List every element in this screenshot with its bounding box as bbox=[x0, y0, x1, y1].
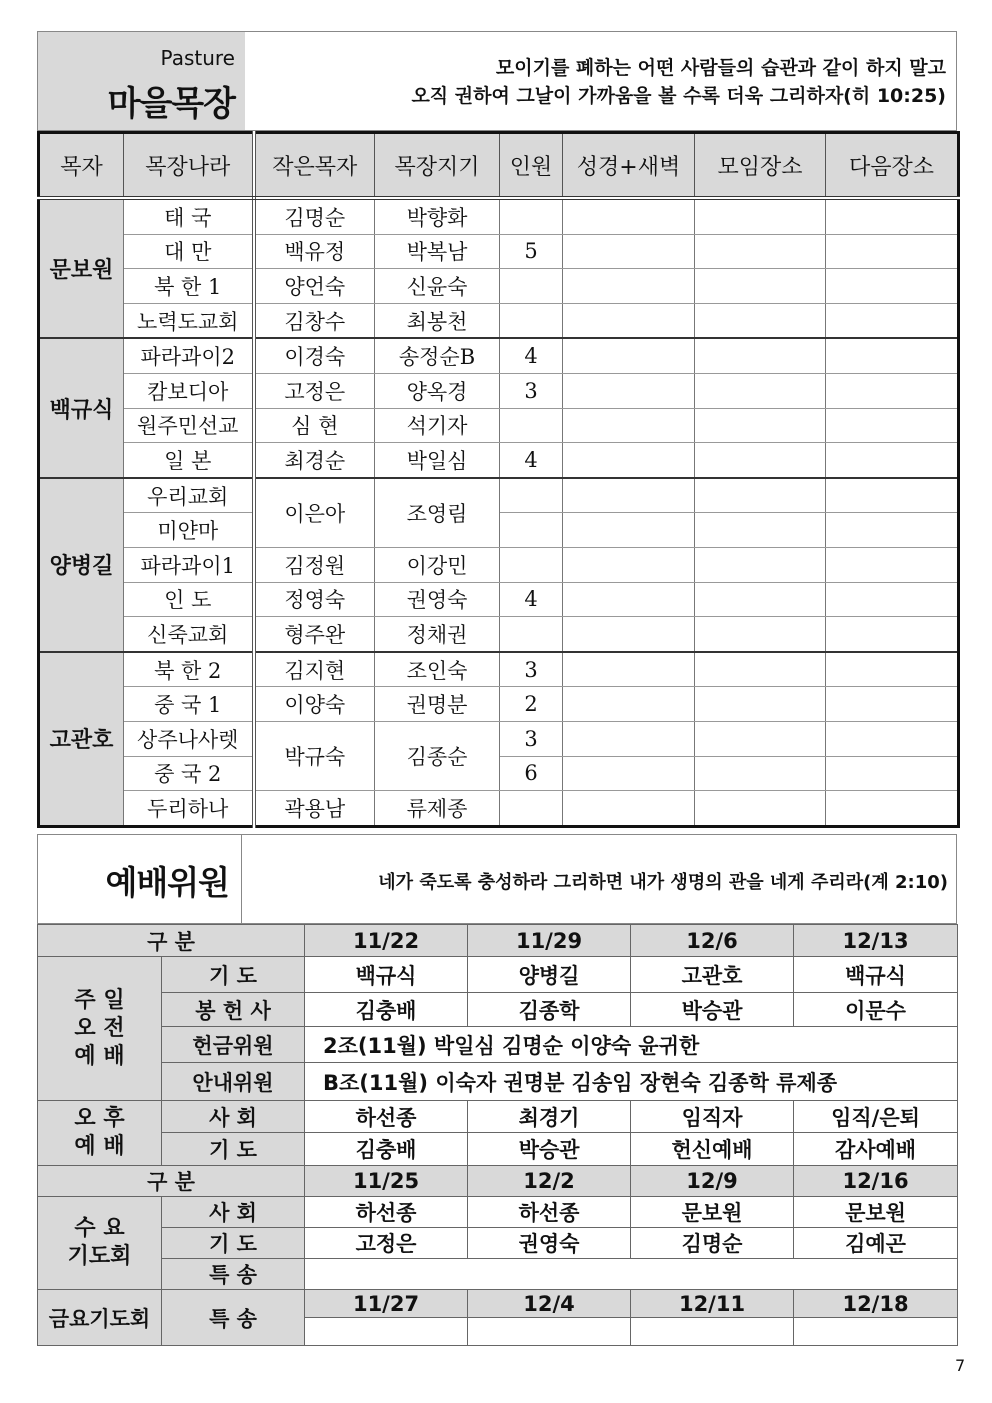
verse-line-2: 오직 권하여 그날이 가까움을 볼 수록 더욱 그리하자(히 10:25) bbox=[411, 85, 946, 107]
worship-title: 예배위원 bbox=[105, 863, 229, 902]
table-row bbox=[39, 408, 959, 443]
name-cell: 문보원 bbox=[631, 1197, 794, 1228]
header-next-place: 다음장소 bbox=[826, 133, 959, 199]
table-row bbox=[39, 234, 959, 269]
date-cell: 11/27 bbox=[305, 1290, 468, 1318]
count-cell bbox=[500, 478, 563, 513]
empty-cell bbox=[563, 652, 695, 687]
sunday-offering-row bbox=[38, 993, 958, 1027]
count-cell bbox=[500, 547, 563, 582]
empty-cell bbox=[563, 338, 695, 373]
mc-label: 사 회 bbox=[162, 1101, 305, 1133]
name-cell: 하선종 bbox=[468, 1197, 631, 1228]
empty-cell bbox=[826, 721, 959, 756]
table-row bbox=[39, 721, 959, 756]
nation-cell: 북 한 2 bbox=[124, 652, 254, 687]
small-pastor-cell: 김지현 bbox=[254, 652, 375, 687]
empty-cell bbox=[695, 234, 826, 269]
label-line: 예 배 bbox=[74, 1134, 125, 1159]
empty-cell bbox=[826, 582, 959, 617]
keeper-cell: 권영숙 bbox=[375, 582, 500, 617]
wednesday-special-row bbox=[38, 1259, 958, 1290]
date-cell: 12/18 bbox=[794, 1290, 958, 1318]
sunday-pm-label bbox=[38, 1101, 162, 1166]
page-number: 7 bbox=[955, 1356, 966, 1375]
table-row bbox=[39, 791, 959, 827]
name-cell: 임직/은퇴 bbox=[794, 1101, 958, 1133]
keeper-cell: 석기자 bbox=[375, 408, 500, 443]
empty-cell bbox=[695, 478, 826, 513]
header-nation: 목장나라 bbox=[124, 133, 254, 199]
nation-cell: 상주나사렛 bbox=[124, 721, 254, 756]
empty-cell bbox=[826, 338, 959, 373]
empty-cell bbox=[826, 234, 959, 269]
name-cell: 고관호 bbox=[631, 957, 794, 993]
small-pastor-cell: 고정은 bbox=[254, 373, 375, 408]
date-row bbox=[38, 925, 958, 957]
date-cell: 12/16 bbox=[794, 1166, 958, 1197]
count-cell bbox=[500, 513, 563, 548]
small-pastor-cell: 김명순 bbox=[254, 198, 375, 234]
table-row bbox=[39, 198, 959, 234]
date-cell: 12/9 bbox=[631, 1166, 794, 1197]
nation-cell: 노력도교회 bbox=[124, 303, 254, 338]
date-row bbox=[38, 1166, 958, 1197]
empty-cell bbox=[826, 198, 959, 234]
count-cell bbox=[500, 198, 563, 234]
empty-cell bbox=[695, 617, 826, 652]
friday-date-row bbox=[38, 1290, 958, 1318]
gubun-label: 구 분 bbox=[38, 1166, 305, 1197]
table-row bbox=[39, 269, 959, 304]
empty-cell bbox=[695, 582, 826, 617]
maeul-title: 마을목장 bbox=[107, 84, 235, 124]
empty-cell bbox=[563, 443, 695, 478]
date-cell: 12/11 bbox=[631, 1290, 794, 1318]
keeper-cell: 박일심 bbox=[375, 443, 500, 478]
empty-cell bbox=[695, 408, 826, 443]
small-pastor-cell: 심 현 bbox=[254, 408, 375, 443]
keeper-cell: 조영림 bbox=[375, 478, 500, 548]
empty-cell bbox=[695, 756, 826, 791]
empty-cell bbox=[826, 269, 959, 304]
empty-cell bbox=[826, 513, 959, 548]
name-cell: 박승관 bbox=[468, 1133, 631, 1166]
name-cell: 백규식 bbox=[794, 957, 958, 993]
empty-cell bbox=[631, 1318, 794, 1346]
name-cell: 김충배 bbox=[305, 1133, 468, 1166]
empty-cell bbox=[695, 721, 826, 756]
count-cell bbox=[500, 617, 563, 652]
name-cell: 고정은 bbox=[305, 1228, 468, 1259]
nation-cell: 대 만 bbox=[124, 234, 254, 269]
empty-cell bbox=[826, 478, 959, 513]
nation-cell: 미얀마 bbox=[124, 513, 254, 548]
offering-label: 봉 헌 사 bbox=[162, 993, 305, 1027]
label-line: 수 요 bbox=[74, 1216, 125, 1241]
count-cell bbox=[500, 791, 563, 827]
keeper-cell: 박향화 bbox=[375, 198, 500, 234]
sunday-pm-mc-row bbox=[38, 1101, 958, 1133]
count-cell: 2 bbox=[500, 687, 563, 722]
small-pastor-cell: 백유정 bbox=[254, 234, 375, 269]
name-cell: 문보원 bbox=[794, 1197, 958, 1228]
count-cell: 3 bbox=[500, 721, 563, 756]
empty-cell bbox=[695, 303, 826, 338]
empty-cell bbox=[695, 687, 826, 722]
empty-cell bbox=[695, 373, 826, 408]
name-cell: 김충배 bbox=[305, 993, 468, 1027]
count-cell: 4 bbox=[500, 582, 563, 617]
revelation-verse: 네가 죽도록 충성하라 그리하면 내가 생명의 관을 네게 주리라(계 2:10) bbox=[378, 872, 948, 893]
empty-cell bbox=[826, 791, 959, 827]
maeul-header bbox=[37, 31, 957, 131]
name-cell: 김종학 bbox=[468, 993, 631, 1027]
name-cell: 최경기 bbox=[468, 1101, 631, 1133]
header-keeper: 목장지기 bbox=[375, 133, 500, 199]
keeper-cell: 신윤숙 bbox=[375, 269, 500, 304]
date-cell: 11/29 bbox=[468, 925, 631, 957]
empty-cell bbox=[695, 198, 826, 234]
keeper-cell: 최봉천 bbox=[375, 303, 500, 338]
guide-committee: B조(11월) 이숙자 권명분 김송임 장현숙 김종학 류제종 bbox=[305, 1063, 958, 1101]
empty-cell bbox=[563, 373, 695, 408]
special-label: 특 송 bbox=[162, 1290, 305, 1346]
wednesday-prayer-row bbox=[38, 1228, 958, 1259]
nation-cell: 파라과이2 bbox=[124, 338, 254, 373]
empty-cell bbox=[305, 1259, 958, 1290]
count-cell: 5 bbox=[500, 234, 563, 269]
label-line: 예 배 bbox=[74, 1043, 125, 1069]
nation-cell: 캄보디아 bbox=[124, 373, 254, 408]
prayer-label: 기 도 bbox=[162, 957, 305, 993]
label-line: 주 일 bbox=[74, 987, 125, 1013]
small-pastor-cell: 정영숙 bbox=[254, 582, 375, 617]
table-row bbox=[39, 303, 959, 338]
count-cell: 6 bbox=[500, 756, 563, 791]
pasture-label: Pasture bbox=[160, 46, 235, 70]
keeper-cell: 권명분 bbox=[375, 687, 500, 722]
worship-title-box bbox=[38, 835, 242, 923]
small-pastor-cell: 박규숙 bbox=[254, 721, 375, 790]
header-pastor: 목자 bbox=[39, 133, 124, 199]
empty-cell bbox=[563, 582, 695, 617]
label-line: 오 전 bbox=[74, 1015, 125, 1041]
empty-cell bbox=[305, 1318, 468, 1346]
keeper-cell: 조인숙 bbox=[375, 652, 500, 687]
empty-cell bbox=[563, 303, 695, 338]
empty-cell bbox=[826, 756, 959, 791]
sunday-pm-prayer-row bbox=[38, 1133, 958, 1166]
special-label: 특 송 bbox=[162, 1259, 305, 1290]
date-cell: 12/2 bbox=[468, 1166, 631, 1197]
group-pastor: 백규식 bbox=[39, 338, 124, 477]
worship-table bbox=[37, 924, 958, 1346]
name-cell: 하선종 bbox=[305, 1101, 468, 1133]
label-line: 기도회 bbox=[67, 1244, 132, 1269]
empty-cell bbox=[826, 408, 959, 443]
empty-cell bbox=[563, 408, 695, 443]
maeul-title-box bbox=[38, 32, 245, 130]
prayer-label: 기 도 bbox=[162, 1133, 305, 1166]
empty-cell bbox=[563, 721, 695, 756]
nation-cell: 파라과이1 bbox=[124, 547, 254, 582]
count-cell bbox=[500, 408, 563, 443]
empty-cell bbox=[826, 443, 959, 478]
small-pastor-cell: 김창수 bbox=[254, 303, 375, 338]
table-row bbox=[39, 338, 959, 373]
header-meeting-place: 모임장소 bbox=[695, 133, 826, 199]
small-pastor-cell: 이양숙 bbox=[254, 687, 375, 722]
group-pastor: 문보원 bbox=[39, 198, 124, 338]
money-committee: 2조(11월) 박일심 김명순 이양숙 윤귀한 bbox=[305, 1027, 958, 1063]
empty-cell bbox=[695, 338, 826, 373]
table-row bbox=[39, 617, 959, 652]
money-label: 헌금위원 bbox=[162, 1027, 305, 1063]
verse-line-1: 모이기를 폐하는 어떤 사람들의 습관과 같이 하지 말고 bbox=[495, 57, 946, 79]
empty-cell bbox=[695, 791, 826, 827]
empty-cell bbox=[468, 1318, 631, 1346]
table-row bbox=[39, 687, 959, 722]
sunday-prayer-row bbox=[38, 957, 958, 993]
worship-header bbox=[37, 834, 957, 924]
name-cell: 김명순 bbox=[631, 1228, 794, 1259]
table-row bbox=[39, 547, 959, 582]
name-cell: 양병길 bbox=[468, 957, 631, 993]
name-cell: 백규식 bbox=[305, 957, 468, 993]
name-cell: 감사예배 bbox=[794, 1133, 958, 1166]
table-row bbox=[39, 373, 959, 408]
small-pastor-cell: 형주완 bbox=[254, 617, 375, 652]
pasture-table bbox=[37, 131, 960, 828]
money-committee-row bbox=[38, 1027, 958, 1063]
empty-cell bbox=[826, 373, 959, 408]
empty-cell bbox=[826, 652, 959, 687]
empty-cell bbox=[695, 652, 826, 687]
empty-cell bbox=[563, 617, 695, 652]
table-row bbox=[39, 652, 959, 687]
count-cell bbox=[500, 269, 563, 304]
keeper-cell: 류제종 bbox=[375, 791, 500, 827]
count-cell: 4 bbox=[500, 338, 563, 373]
count-cell: 3 bbox=[500, 373, 563, 408]
label-line: 오 후 bbox=[74, 1106, 125, 1131]
keeper-cell: 송정순B bbox=[375, 338, 500, 373]
empty-cell bbox=[563, 513, 695, 548]
name-cell: 박승관 bbox=[631, 993, 794, 1027]
count-cell: 3 bbox=[500, 652, 563, 687]
nation-cell: 북 한 1 bbox=[124, 269, 254, 304]
empty-cell bbox=[563, 791, 695, 827]
group-pastor: 양병길 bbox=[39, 478, 124, 652]
date-cell: 11/22 bbox=[305, 925, 468, 957]
empty-cell bbox=[563, 547, 695, 582]
table-row bbox=[39, 582, 959, 617]
empty-cell bbox=[695, 269, 826, 304]
guide-committee-row bbox=[38, 1063, 958, 1101]
keeper-cell: 박복남 bbox=[375, 234, 500, 269]
nation-cell: 두리하나 bbox=[124, 791, 254, 827]
empty-cell bbox=[563, 756, 695, 791]
nation-cell: 인 도 bbox=[124, 582, 254, 617]
header-count: 인원 bbox=[500, 133, 563, 199]
header-bible-dawn: 성경+새벽 bbox=[563, 133, 695, 199]
name-cell: 임직자 bbox=[631, 1101, 794, 1133]
sunday-am-label bbox=[38, 957, 162, 1101]
empty-cell bbox=[826, 303, 959, 338]
empty-cell bbox=[695, 513, 826, 548]
guide-label: 안내위원 bbox=[162, 1063, 305, 1101]
friday-label: 금요기도회 bbox=[38, 1290, 162, 1346]
wednesday-label bbox=[38, 1197, 162, 1290]
keeper-cell: 양옥경 bbox=[375, 373, 500, 408]
wednesday-mc-row bbox=[38, 1197, 958, 1228]
nation-cell: 일 본 bbox=[124, 443, 254, 478]
name-cell: 이문수 bbox=[794, 993, 958, 1027]
name-cell: 헌신예배 bbox=[631, 1133, 794, 1166]
name-cell: 하선종 bbox=[305, 1197, 468, 1228]
empty-cell bbox=[826, 617, 959, 652]
nation-cell: 중 국 1 bbox=[124, 687, 254, 722]
prayer-label: 기 도 bbox=[162, 1228, 305, 1259]
date-cell: 12/13 bbox=[794, 925, 958, 957]
keeper-cell: 이강민 bbox=[375, 547, 500, 582]
mc-label: 사 회 bbox=[162, 1197, 305, 1228]
nation-cell: 원주민선교 bbox=[124, 408, 254, 443]
table-row bbox=[39, 478, 959, 513]
empty-cell bbox=[563, 478, 695, 513]
small-pastor-cell: 이은아 bbox=[254, 478, 375, 548]
header-small-pastor: 작은목자 bbox=[254, 133, 375, 199]
empty-cell bbox=[695, 547, 826, 582]
date-cell: 11/25 bbox=[305, 1166, 468, 1197]
small-pastor-cell: 김정원 bbox=[254, 547, 375, 582]
keeper-cell: 정채권 bbox=[375, 617, 500, 652]
empty-cell bbox=[826, 687, 959, 722]
keeper-cell: 김종순 bbox=[375, 721, 500, 790]
name-cell: 김예곤 bbox=[794, 1228, 958, 1259]
nation-cell: 중 국 2 bbox=[124, 756, 254, 791]
small-pastor-cell: 최경순 bbox=[254, 443, 375, 478]
count-cell: 4 bbox=[500, 443, 563, 478]
table-row bbox=[39, 443, 959, 478]
empty-cell bbox=[563, 269, 695, 304]
gubun-label: 구 분 bbox=[38, 925, 305, 957]
empty-cell bbox=[563, 687, 695, 722]
date-cell: 12/4 bbox=[468, 1290, 631, 1318]
empty-cell bbox=[563, 234, 695, 269]
nation-cell: 신죽교회 bbox=[124, 617, 254, 652]
empty-cell bbox=[826, 547, 959, 582]
count-cell bbox=[500, 303, 563, 338]
group-pastor: 고관호 bbox=[39, 652, 124, 826]
empty-cell bbox=[563, 198, 695, 234]
nation-cell: 우리교회 bbox=[124, 478, 254, 513]
hebrews-verse bbox=[411, 54, 946, 110]
table-header-row bbox=[39, 133, 959, 199]
small-pastor-cell: 이경숙 bbox=[254, 338, 375, 373]
date-cell: 12/6 bbox=[631, 925, 794, 957]
small-pastor-cell: 양언숙 bbox=[254, 269, 375, 304]
name-cell: 권영숙 bbox=[468, 1228, 631, 1259]
empty-cell bbox=[794, 1318, 958, 1346]
empty-cell bbox=[695, 443, 826, 478]
nation-cell: 태 국 bbox=[124, 198, 254, 234]
small-pastor-cell: 곽용남 bbox=[254, 791, 375, 827]
